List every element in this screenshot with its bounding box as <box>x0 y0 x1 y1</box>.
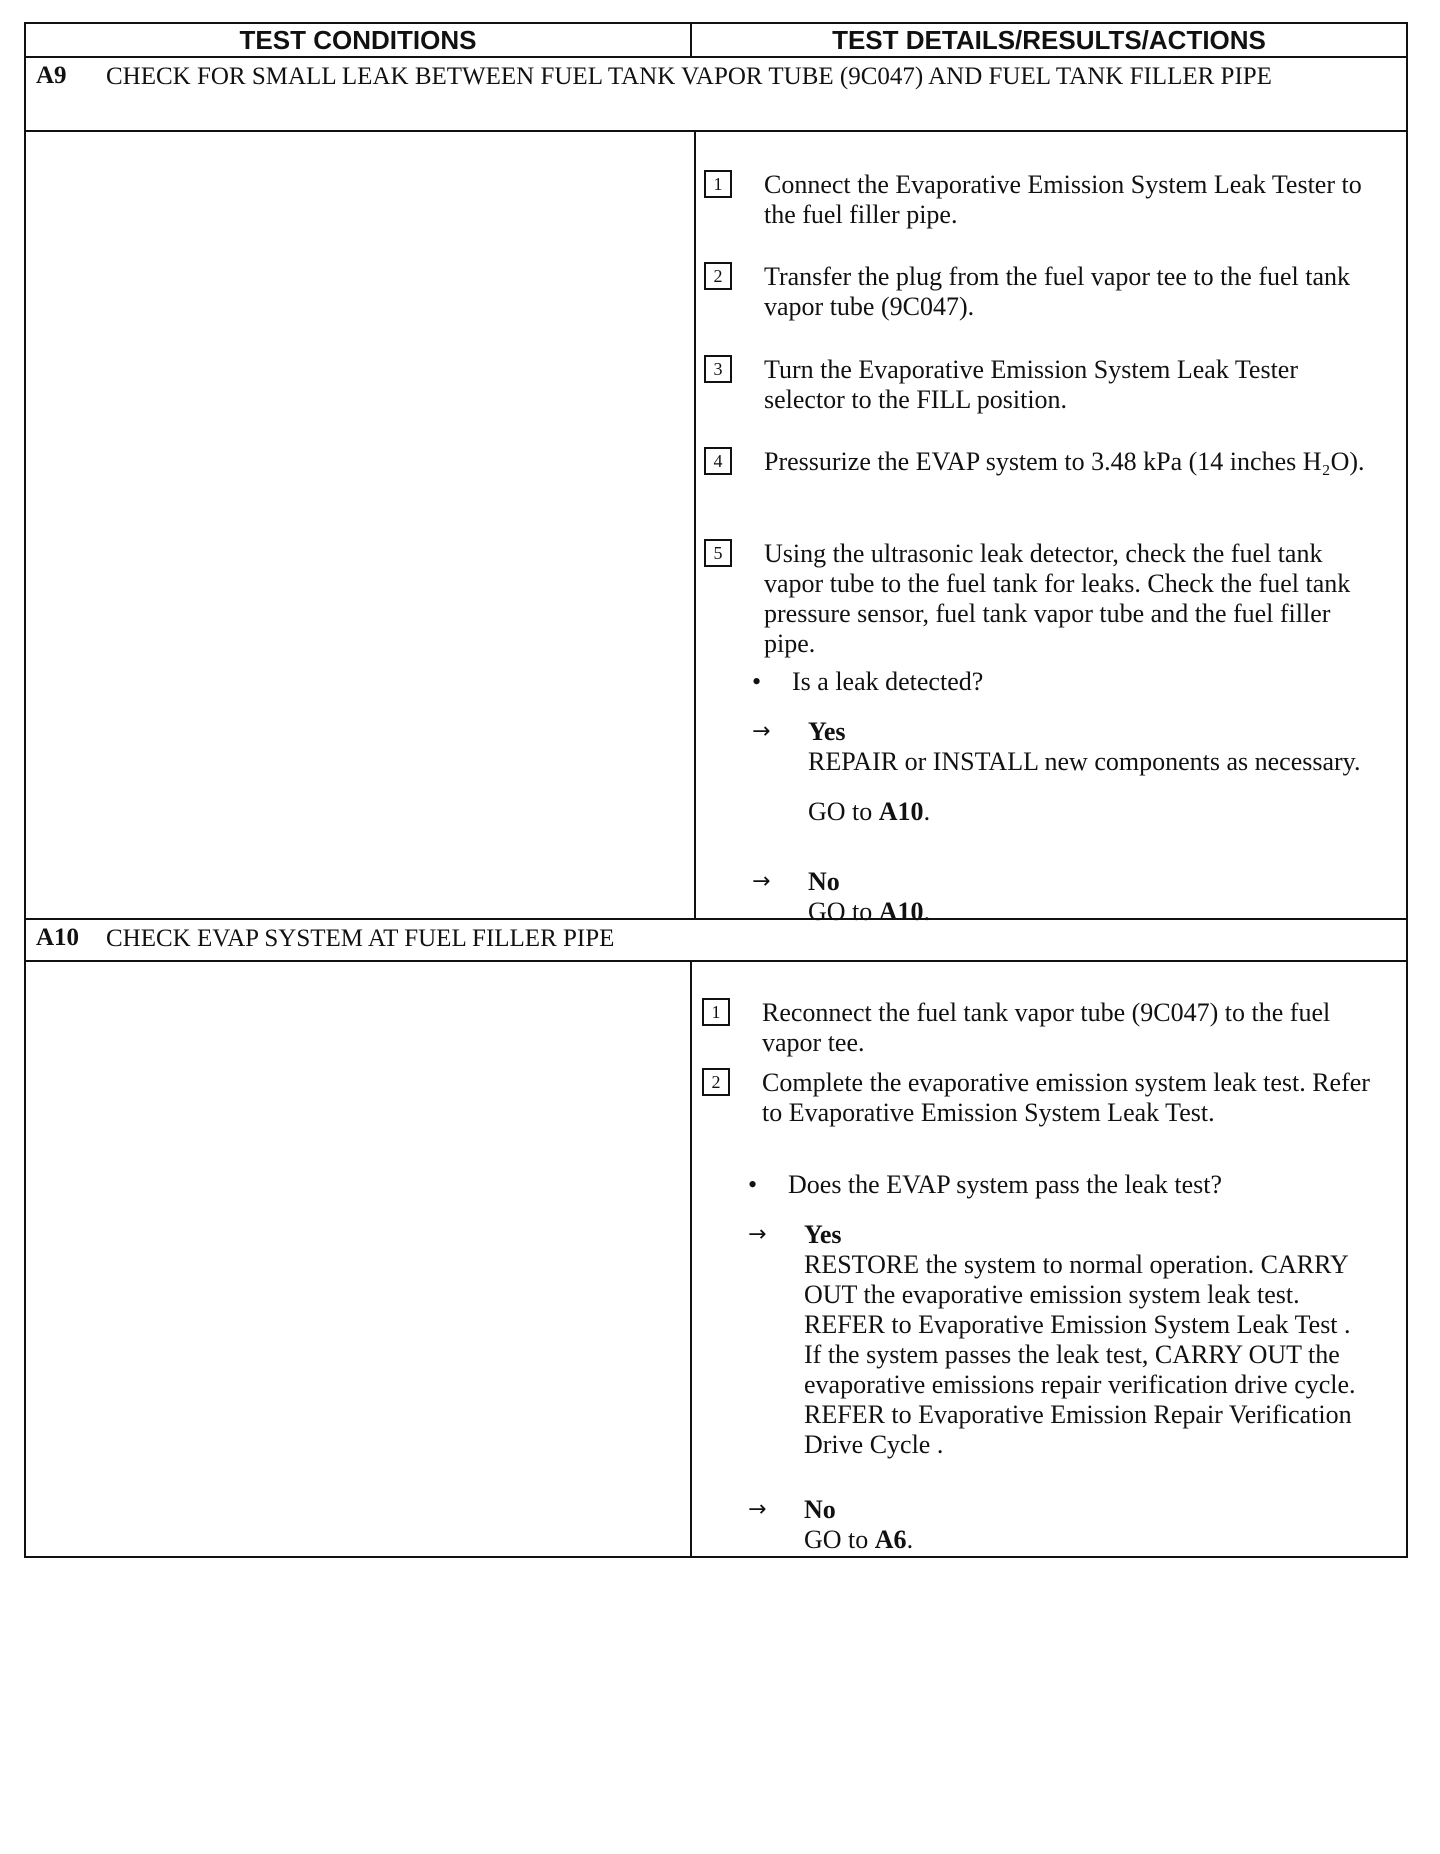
section-a9-title: CHECK FOR SMALL LEAK BETWEEN FUEL TANK VAPOR TUBE (9C047) AND FUEL TANK FILLER PIPE <box>106 63 1272 90</box>
section-a10-body <box>24 962 1408 1558</box>
section-a10-title: CHECK EVAP SYSTEM AT FUEL FILLER PIPE <box>106 925 615 952</box>
arrow-right-icon: → <box>748 1497 767 1522</box>
bullet-icon: • <box>752 667 762 696</box>
step-text: Transfer the plug from the fuel vapor tee to the fuel tank vapor tube (9C047). <box>764 262 1351 321</box>
yes-label: Yes <box>804 1220 842 1249</box>
step-number-box: 3 <box>704 355 732 383</box>
goto-target: A10 <box>878 797 924 826</box>
no-label: No <box>804 1495 836 1524</box>
step-number-box: 2 <box>704 262 732 290</box>
step-number-box: 4 <box>704 447 732 475</box>
step-text: Using the ultrasonic leak detector, check the fuel tank vapor tube to the fuel tank for leaks. Check the fuel tank pressure sensor, fuel tank vapor tube and the fuel filler pipe. <box>764 539 1351 658</box>
yes-label: Yes <box>808 717 846 746</box>
step-text: Reconnect the fuel tank vapor tube (9C047) to the fuel vapor tee. <box>762 998 1331 1057</box>
step-text: Connect the Evaporative Emission System Leak Tester to the fuel filler pipe. <box>764 170 1362 229</box>
goto-prefix: GO to <box>808 897 879 926</box>
no-goto: GO to A6. <box>804 1525 914 1554</box>
arrow-right-icon: → <box>752 869 771 894</box>
bullet-icon: • <box>748 1170 758 1199</box>
column-divider <box>694 132 696 918</box>
yes-action: RESTORE the system to normal operation. CARRY OUT the evaporative emission system leak test. REFER to Evaporative Emission System Leak Test . If the system passes the leak test, CARRY OUT the evaporative emissions repair verification drive cycle. REFER to Evaporative Emission Repair Verification Drive Cycle . <box>804 1250 1356 1459</box>
step-number-box: 2 <box>702 1068 730 1096</box>
step-text: Turn the Evaporative Emission System Leak Tester selector to the FILL position. <box>764 355 1298 414</box>
header-test-details: TEST DETAILS/RESULTS/ACTIONS <box>832 25 1266 55</box>
step-number-box: 5 <box>704 539 732 567</box>
column-divider <box>690 962 692 1556</box>
goto-target: A10 <box>878 897 924 926</box>
arrow-right-icon: → <box>752 719 771 744</box>
step-text: Complete the evaporative emission system leak test. Refer to Evaporative Emission System Leak Test. <box>762 1068 1370 1127</box>
question-text: Does the EVAP system pass the leak test? <box>788 1170 1222 1199</box>
section-a9-id: A9 <box>36 62 67 89</box>
no-label: No <box>808 867 840 896</box>
header-test-conditions: TEST CONDITIONS <box>26 24 692 56</box>
step-number-box: 1 <box>704 170 732 198</box>
step-number-box: 1 <box>702 998 730 1026</box>
section-a10-title-row <box>24 920 1408 962</box>
diagnostic-table <box>24 22 1408 1822</box>
goto-prefix: GO to <box>804 1525 875 1554</box>
yes-action-text <box>808 747 1368 827</box>
goto-prefix: GO to <box>808 797 879 826</box>
section-a9-body <box>24 132 1408 926</box>
arrow-right-icon: → <box>748 1222 767 1247</box>
section-a9-title-row <box>24 58 1408 132</box>
no-goto: GO to A10. <box>808 897 931 926</box>
question-text: Is a leak detected? <box>792 667 984 696</box>
table-header <box>24 22 1408 58</box>
yes-action: REPAIR or INSTALL new components as necessary. <box>808 747 1361 776</box>
yes-goto: GO to A10. <box>808 797 931 826</box>
section-a10-id: A10 <box>36 924 80 951</box>
step-text: Pressurize the EVAP system to 3.48 kPa (14 inches H₂O). <box>764 447 1365 476</box>
goto-target: A6 <box>874 1525 907 1554</box>
